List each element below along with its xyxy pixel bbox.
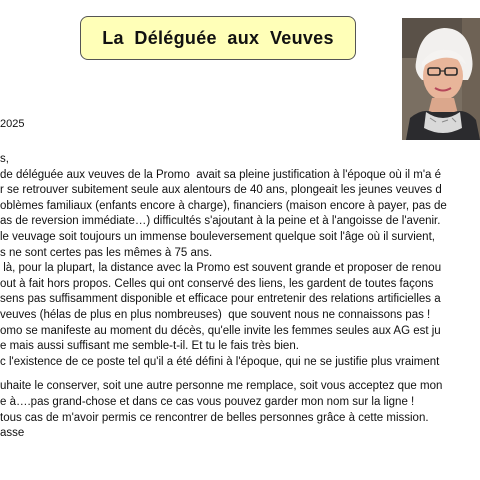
letter-line: r se retrouver subitement seule aux alentours de 40 ans, plongeait les jeunes veuves d bbox=[0, 184, 442, 197]
portrait-image bbox=[402, 18, 480, 140]
letter-line: là, pour la plupart, la distance avec la Promo est souvent grande et proposer de renou bbox=[0, 262, 442, 275]
closing-line: e à….pas grand-chose et dans ce cas vous pouvez garder mon nom sur la ligne ! bbox=[0, 395, 415, 408]
paragraph-gap bbox=[0, 370, 480, 379]
letter-line: omo se manifeste au moment du décès, qu'elle invite les femmes seules aux AG est ju bbox=[0, 324, 441, 337]
letter-date: 2025 bbox=[0, 118, 25, 130]
letter-line: sens pas suffisamment disponible et efficace pour entretenir des relations artificielles a bbox=[0, 293, 441, 306]
letter-line: out à fait hors propos. Celles qui ont conservé des liens, les gardent de toutes façons bbox=[0, 277, 434, 290]
letter-line: veuves (hélas de plus en plus nombreuses) que souvent nous ne connaissons pas ! bbox=[0, 308, 431, 321]
letter-line: as de reversion immédiate…) difficultés s'ajoutant à la peine et à l'angoisse de l'avenir. bbox=[0, 215, 441, 228]
letter-line: c l'existence de ce poste tel qu'il a été défini à l'époque, qui ne se justifie plus vraiment bbox=[0, 355, 440, 368]
letter-line: oblèmes familiaux (enfants encore à charge), financiers (maison encore à payer, pas de bbox=[0, 199, 447, 212]
letter-body bbox=[0, 152, 480, 442]
title-banner bbox=[80, 16, 356, 60]
letter-line: le veuvage soit toujours un immense bouleversement quelque soit l'âge où il survient, bbox=[0, 230, 435, 243]
letter-line: s ne sont certes pas les mêmes à 75 ans. bbox=[0, 246, 213, 259]
page-title: La Déléguée aux Veuves bbox=[102, 27, 334, 48]
letter-line: e mais aussi suffisant me semble-t-il. Et tu le fais très bien. bbox=[0, 340, 299, 353]
portrait-photo bbox=[402, 18, 480, 140]
letter-line: s, bbox=[0, 153, 9, 165]
signature: asse bbox=[0, 427, 25, 440]
closing-line: uhaite le conserver, soit une autre personne me remplace, soit vous acceptez que mon bbox=[0, 380, 443, 393]
letter-line: de déléguée aux veuves de la Promo avait sa pleine justification à l'époque où il m'a é bbox=[0, 168, 442, 181]
closing-line: tous cas de m'avoir permis ce rencontrer de belles personnes grâce à cette mission. bbox=[0, 411, 429, 424]
